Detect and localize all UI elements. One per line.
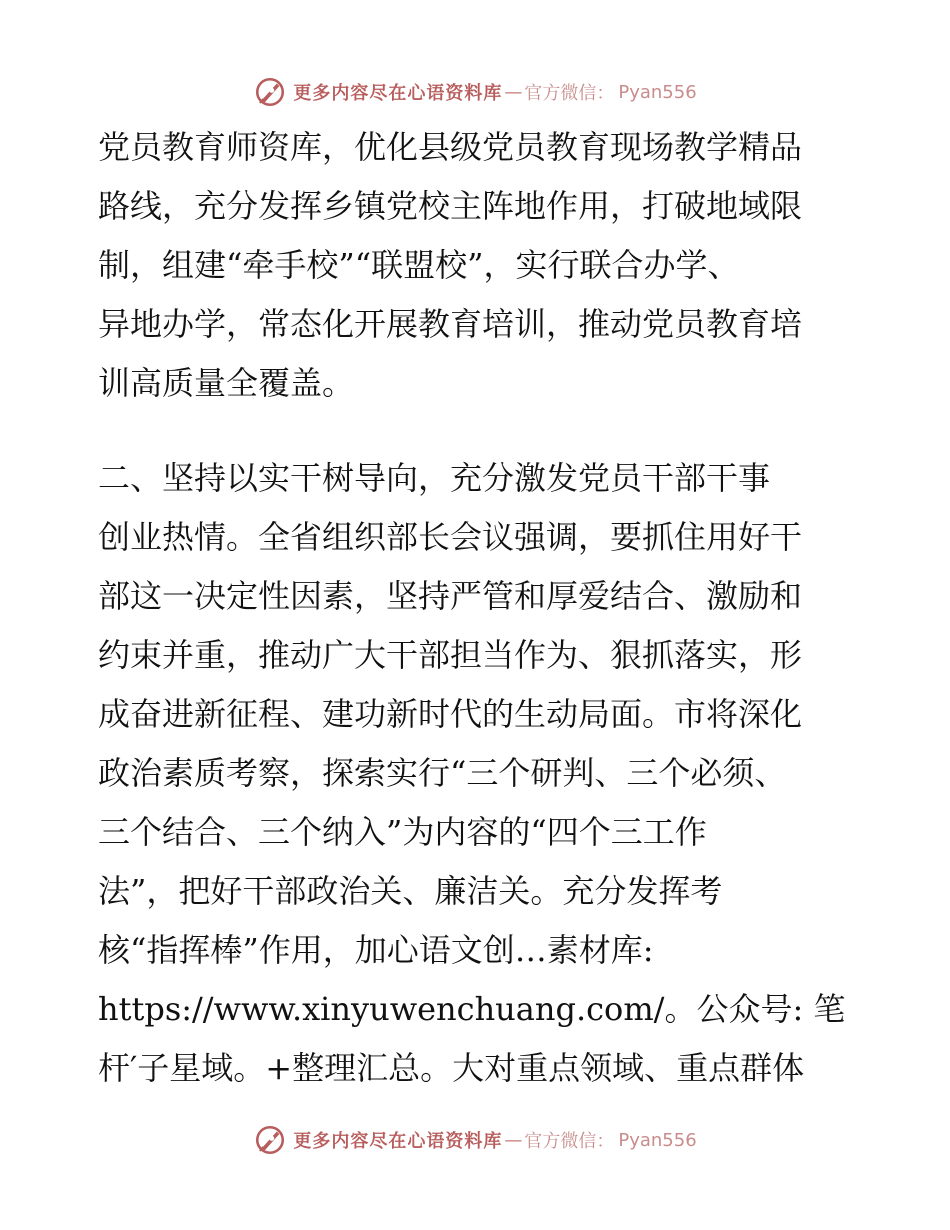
document-body bbox=[98, 118, 858, 1098]
paragraph-1-line: 训高质量全覆盖。 bbox=[98, 364, 355, 402]
paragraph-2-line: 约束并重，推动广大干部担当作为、狠抓落实，形 bbox=[98, 636, 803, 674]
footer-brand-text: 更多内容尽在心语资料库 bbox=[293, 1131, 503, 1152]
paragraph-1-line: 异地办学，常态化开展教育培训，推动党员教育培 bbox=[98, 305, 803, 343]
paragraph-2-line: 核“指挥棒”作用，加心语文创…素材库: bbox=[98, 931, 654, 969]
paragraph-1-line: 党员教育师资库，优化县级党员教育现场教学精品 bbox=[98, 128, 803, 166]
section-heading-line: 二、坚持以实干树导向，充分激发党员干部干事 bbox=[98, 459, 771, 497]
header-contact-id: Pyan556 bbox=[618, 81, 697, 103]
quill-pen-logo-icon bbox=[253, 75, 287, 109]
footer-contact-label: 官方微信： bbox=[524, 1131, 615, 1152]
paragraph-2-line: 法”，把好干部政治关、廉洁关。充分发挥考 bbox=[98, 872, 723, 910]
footer-contact-id: Pyan556 bbox=[618, 1129, 697, 1151]
paragraph-gap bbox=[98, 413, 858, 449]
paragraph-2-line: 成奋进新征程、建功新时代的生动局面。市将深化 bbox=[98, 695, 803, 733]
paragraph-2-line: 杆′子星域。+整理汇总。大对重点领域、重点群体 bbox=[98, 1049, 805, 1087]
footer-dash: — bbox=[504, 1129, 523, 1151]
header-brand-text: 更多内容尽在心语资料库 bbox=[293, 83, 503, 104]
paragraph-1-line: 路线，充分发挥乡镇党校主阵地作用，打破地域限 bbox=[98, 187, 803, 225]
header-dash: — bbox=[504, 81, 523, 103]
paragraph-2-line: 部这一决定性因素，坚持严管和厚爱结合、激励和 bbox=[98, 577, 803, 615]
quill-pen-logo-icon bbox=[253, 1123, 287, 1157]
header-contact-label: 官方微信： bbox=[524, 83, 615, 104]
header-banner bbox=[0, 72, 950, 112]
paragraph-1-line: 制，组建“牵手校”“联盟校”，实行联合办学、 bbox=[98, 246, 740, 284]
paragraph-2-line: 创业热情。全省组织部长会议强调，要抓住用好干 bbox=[98, 518, 803, 556]
paragraph-2-url-line: https://www.xinyuwenchuang.com/。公众号: 笔 bbox=[98, 990, 846, 1028]
paragraph-2-line: 政治素质考察，探索实行“三个研判、三个必须、 bbox=[98, 754, 787, 792]
footer-banner bbox=[0, 1120, 950, 1160]
paragraph-2-line: 三个结合、三个纳入”为内容的“四个三工作 bbox=[98, 813, 707, 851]
